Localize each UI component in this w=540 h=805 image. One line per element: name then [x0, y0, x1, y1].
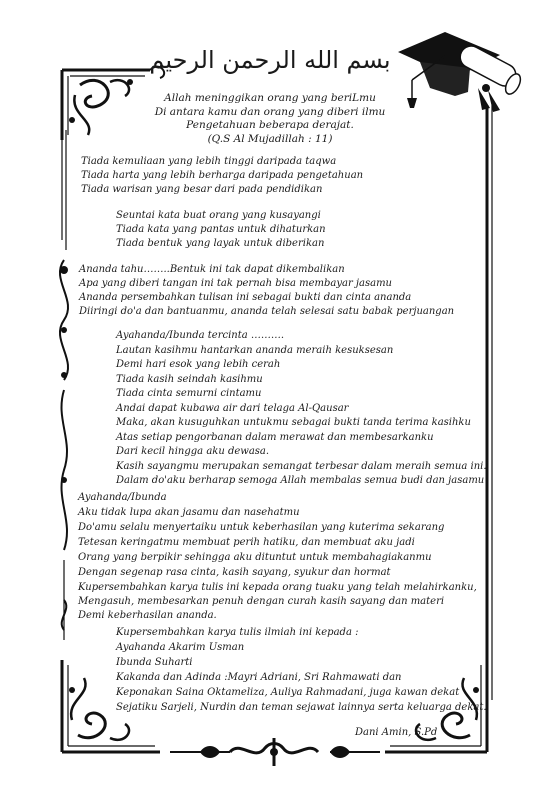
- text-line: Seuntai kata buat orang yang kusayangi: [116, 210, 321, 221]
- text-line: Tiada kemuliaan yang lebih tinggi daripada taqwa: [81, 156, 337, 167]
- text-line: Demi keberhasilan ananda.: [78, 610, 217, 621]
- text-line: Tetesan keringatmu membuat perih hatiku, dan membuat aku jadi: [78, 537, 415, 548]
- text-line: Aku tidak lupa akan jasamu dan nasehatmu: [78, 507, 300, 518]
- text-line: Orang yang berpikir sehingga aku dituntut untuk membahagiakanmu: [78, 552, 432, 563]
- text-line: Ananda persembahkan tulisan ini sebagai bukti dan cinta ananda: [79, 292, 412, 303]
- verse-line: Allah meninggikan orang yang beriLmu: [164, 92, 376, 104]
- text-line: Dalam do'aku berharap semoga Allah membalas semua budi dan jasamu: [116, 475, 485, 486]
- text-line: Kakanda dan Adinda :Mayri Adriani, Sri Rahmawati dan: [116, 672, 402, 683]
- text-line: Tiada warisan yang besar dari pada pendidikan: [81, 184, 323, 195]
- text-line: Tiada bentuk yang layak untuk diberikan: [116, 238, 325, 249]
- text-line: Atas setiap pengorbanan dalam merawat dan membesarkanku: [116, 432, 434, 443]
- text-line: Mengasuh, membesarkan penuh dengan curah kasih sayang dan materi: [78, 596, 445, 607]
- text-line: Apa yang diberi tangan ini tak pernah bisa membayar jasamu: [79, 278, 392, 289]
- text-line: Lautan kasihmu hantarkan ananda meraih kesuksesan: [116, 345, 394, 356]
- text-line: Ayahanda Akarim Usman: [116, 642, 245, 653]
- text-line: Tiada cinta semurni cintamu: [116, 388, 262, 399]
- text-line: Keponakan Saina Oktameliza, Auliya Rahmadani, juga kawan dekat: [116, 687, 460, 698]
- text-line: Ananda tahu……..Bentuk ini tak dapat dikembalikan: [79, 264, 345, 275]
- text-line: Kupersembahkan karya tulis ilmiah ini kepada :: [116, 627, 359, 638]
- text-line: Kupersembahkan karya tulis ini kepada orang tuaku yang telah melahirkanku,: [78, 582, 477, 593]
- text-line: Ayahanda/Ibunda: [78, 492, 167, 503]
- text-line: Kasih sayangmu merupakan semangat terbesar dalam meraih semua ini.: [116, 461, 487, 472]
- text-line: Tiada kata yang pantas untuk dihaturkan: [116, 224, 326, 235]
- basmala-calligraphy: بسم الله الرحمن الرحيم: [149, 46, 391, 74]
- text-line: Demi hari esok yang lebih cerah: [116, 359, 281, 370]
- text-line: Ayahanda/Ibunda tercinta ……….: [116, 330, 285, 341]
- text-line: Sejatiku Sarjeli, Nurdin dan teman sejawat lainnya serta keluarga dekat.: [116, 702, 487, 713]
- text-line: Andai dapat kubawa air dari telaga Al-Qausar: [116, 403, 349, 414]
- text-line: Do'amu selalu menyertaiku untuk keberhasilan yang kuterima sekarang: [78, 522, 445, 533]
- verse-line: Pengetahuan beberapa derajat.: [186, 119, 354, 131]
- verse-line: Di antara kamu dan orang yang diberi ilmu: [154, 105, 386, 118]
- text-line: Tiada kasih seindah kasihmu: [116, 374, 263, 385]
- verse-citation: (Q.S Al Mujadillah : 11): [207, 132, 333, 145]
- text-line: Maka, akan kusuguhkan untukmu sebagai bukti tanda terima kasihku: [116, 417, 471, 428]
- signature: Dani Amin, S.Pd: [355, 727, 438, 738]
- text-line: Dari kecil hingga aku dewasa.: [116, 446, 270, 457]
- text-line: Tiada harta yang lebih berharga daripada pengetahuan: [81, 170, 364, 181]
- text-line: Dengan segenap rasa cinta, kasih sayang, syukur dan hormat: [78, 567, 391, 578]
- text-line: Ibunda Suharti: [116, 657, 193, 668]
- text-line: Diiringi do'a dan bantuanmu, ananda telah selesai satu babak perjuangan: [79, 306, 455, 317]
